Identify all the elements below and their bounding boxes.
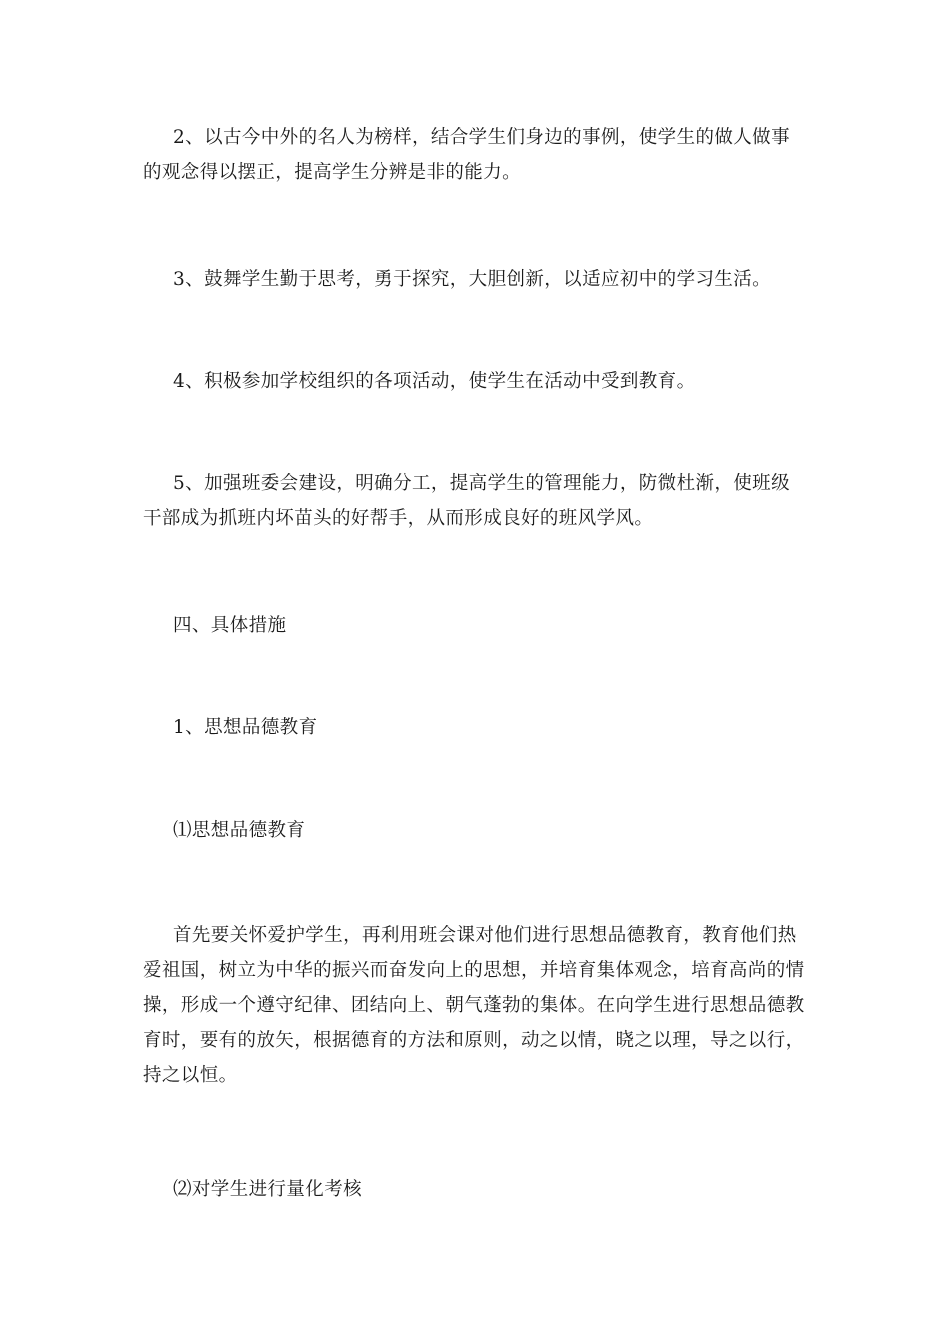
goal-item-5: 5、加强班委会建设，明确分工，提高学生的管理能力，防微杜渐，使班级干部成为抓班内坏苗头的好帮手，从而形成良好的班风学风。: [143, 473, 790, 529]
goal-item-2: 2、以古今中外的名人为榜样，结合学生们身边的事例，使学生的做人做事的观念得以摆正，提高学生分辨是非的能力。: [143, 127, 790, 183]
sub-item-heading-moral-education: ⑴思想品德教育: [173, 820, 306, 841]
goal-item-3: 3、鼓舞学生勤于思考，勇于探究，大胆创新，以适应初中的学习生活。: [173, 269, 772, 290]
section-heading-measures: 四、具体措施: [173, 615, 287, 636]
body-paragraph-moral-education: 首先要关怀爱护学生，再利用班会课对他们进行思想品德教育，教育他们热爱祖国，树立为中华的振兴而奋发向上的思想，并培育集体观念，培育高尚的情操，形成一个遵守纪律、团结向上、朝气蓬勃的集体。在向学生进行思想品德教育时，要有的放矢，根据德育的方法和原则，动之以情，晓之以理，导之以行，持之以恒。: [143, 925, 805, 1086]
goal-item-4: 4、积极参加学校组织的各项活动，使学生在活动中受到教育。: [173, 371, 696, 392]
sub-item-heading-quantitative-assessment: ⑵对学生进行量化考核: [173, 1179, 363, 1200]
subsection-heading-moral-education: 1、思想品德教育: [173, 717, 318, 738]
